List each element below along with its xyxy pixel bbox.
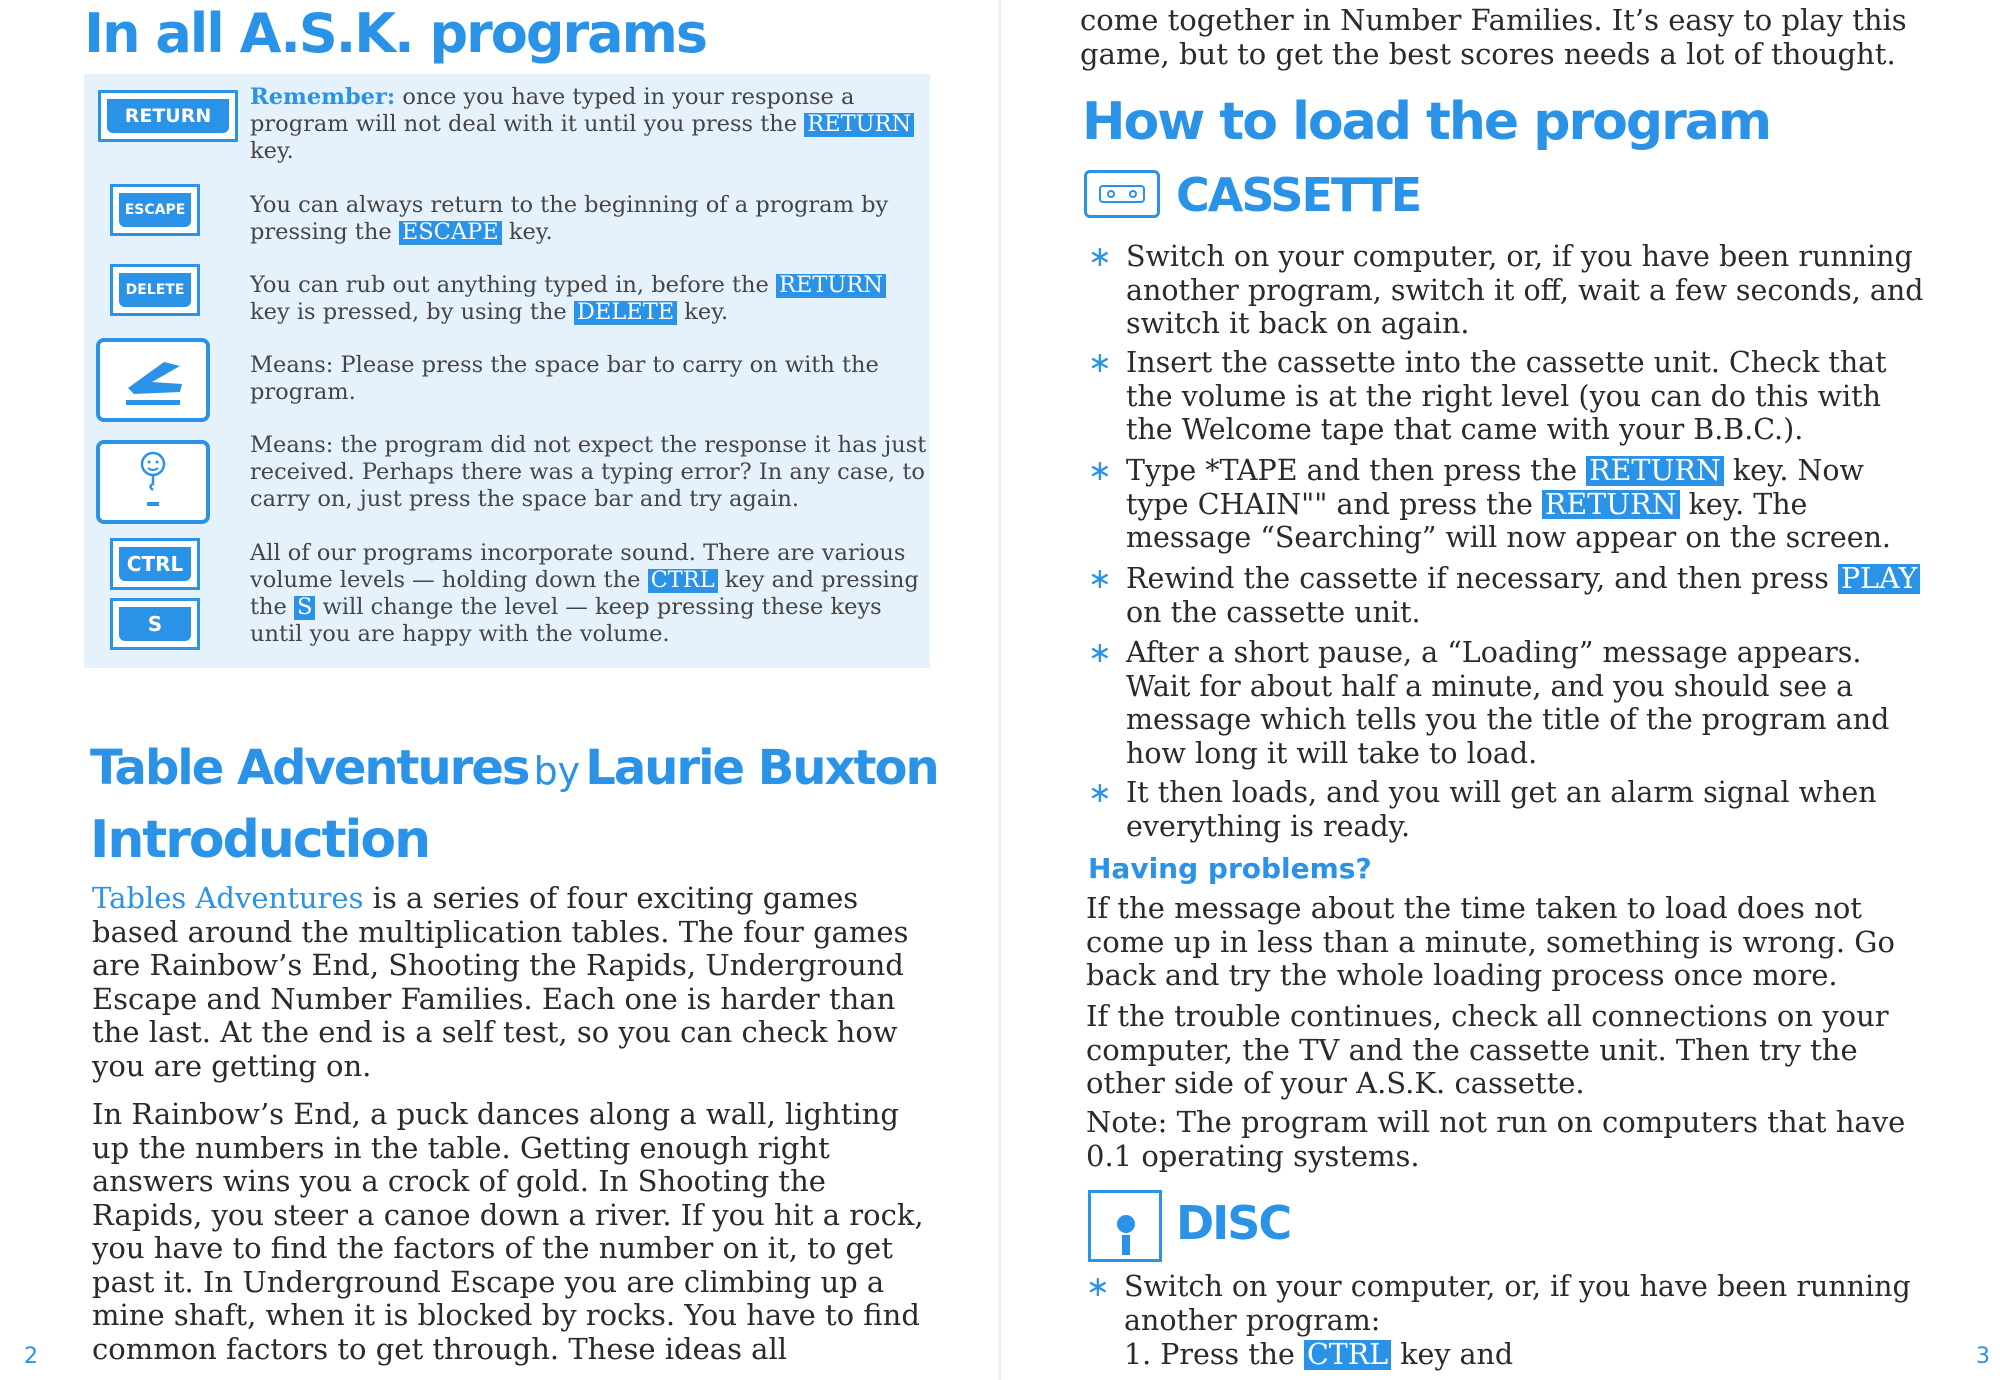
program-title: Table Adventures by Laurie Buxton — [90, 740, 938, 796]
disc-heading: DISC — [1176, 1196, 1291, 1250]
ctrl-key-icon: CTRL — [110, 538, 200, 590]
space-bar-icon — [96, 338, 210, 422]
bullet-star-icon: ∗ — [1086, 1270, 1110, 1303]
cassette-step-6: ∗ It then loads, and you will get an alarm signal when everything is ready. — [1088, 776, 1877, 843]
info-space-bar: Means: Please press the space bar to carry on with the program. — [250, 352, 879, 405]
cassette-heading: CASSETTE — [1176, 168, 1421, 222]
intro-heading: Introduction — [90, 810, 430, 870]
return-key-icon: RETURN — [98, 90, 238, 142]
question-face-icon — [96, 440, 210, 524]
problems-paragraph-1: If the message about the time taken to load does not come up in less than a minute, something is wrong. Go back and try the whole loading process once more. — [1086, 891, 1895, 992]
cassette-icon — [1084, 170, 1160, 218]
s-key-icon: S — [110, 598, 200, 650]
delete-key-icon: DELETE — [110, 264, 200, 316]
cassette-step-4: ∗ Rewind the cassette if necessary, and then press PLAY on the cassette unit. — [1126, 562, 1926, 629]
page-number-left: 2 — [24, 1344, 38, 1369]
problems-heading: Having problems? — [1088, 852, 1372, 885]
bullet-star-icon: ∗ — [1088, 636, 1112, 669]
disc-substep-1: 1. Press the CTRL key and — [1124, 1338, 1514, 1371]
right-page — [1000, 0, 2000, 1380]
continued-paragraph: come together in Number Families. It’s easy to play this game, but to get the best scores needs a lot of thought. — [1080, 3, 1907, 71]
cassette-step-3: ∗ Type *TAPE and then press the RETURN key. Now type CHAIN"" and press the RETURN key. The message “Searching” will now appear on the screen. — [1088, 454, 1891, 554]
intro-paragraph-1: Tables Adventures is a series of four exciting games based around the multiplication tables. The four games are Rainbow’s End, Shooting the Rapids, Underground Escape and Number Families. Each one is harder than the last. At the end is a self test, so you can check how you are getting on. — [92, 881, 909, 1083]
escape-key-icon: ESCAPE — [110, 184, 200, 236]
problems-note: Note: The program will not run on computers that have 0.1 operating systems. — [1086, 1105, 1906, 1173]
bullet-star-icon: ∗ — [1088, 346, 1112, 379]
info-question: Means: the program did not expect the response it has just received. Perhaps there was a typing error? In any case, to carry on, just press the space bar and try again. — [250, 432, 927, 512]
bullet-star-icon: ∗ — [1088, 776, 1112, 809]
bullet-star-icon: ∗ — [1088, 454, 1112, 487]
cassette-step-5: ∗ After a short pause, a “Loading” message appears. Wait for about half a minute, and you should see a message which tells you the title of the program and how long it will take to load. — [1088, 636, 1890, 770]
info-sound: All of our programs incorporate sound. There are various volume levels — holding down the CTRL key and pressing the S will change the level — keep pressing these keys until you are happy with the volume. — [250, 540, 919, 647]
info-delete: You can rub out anything typed in, before the RETURN key is pressed, by using the DELETE key. — [250, 272, 930, 326]
bullet-star-icon: ∗ — [1088, 240, 1112, 273]
left-heading: In all A.S.K. programs — [84, 2, 706, 65]
load-heading: How to load the program — [1082, 92, 1771, 152]
info-escape: You can always return to the beginning of a program by pressing the ESCAPE key. — [250, 192, 889, 245]
intro-paragraph-2: In Rainbow’s End, a puck dances along a wall, lighting up the numbers in the table. Getting enough right answers wins you a crock of gold. In Shooting the Rapids, you steer a canoe down a river. If you hit a rock, you have to find the factors of the number on it, to get past it. In Underground Escape you are climbing up a mine shaft, when it is blocked by rocks. You have to find common factors to get through. These ideas all — [92, 1097, 924, 1366]
disc-icon — [1088, 1190, 1162, 1262]
page-number-right: 3 — [1976, 1344, 1990, 1369]
cassette-step-1: ∗ Switch on your computer, or, if you have been running another program, switch it off, wait a few seconds, and switch it back on again. — [1088, 240, 1924, 340]
bullet-star-icon: ∗ — [1088, 562, 1112, 595]
cassette-step-2: ∗ Insert the cassette into the cassette unit. Check that the volume is at the right level (you can do this with the Welcome tape that came with your B.B.C.). — [1088, 346, 1887, 446]
info-remember: Remember: once you have typed in your response a program will not deal with it until you press the RETURN key. — [250, 84, 930, 165]
problems-paragraph-2: If the trouble continues, check all connections on your computer, the TV and the cassette unit. Then try the other side of your A.S.K. cassette. — [1086, 999, 1889, 1100]
disc-step-1: ∗ Switch on your computer, or, if you have been running another program: — [1086, 1270, 1911, 1337]
